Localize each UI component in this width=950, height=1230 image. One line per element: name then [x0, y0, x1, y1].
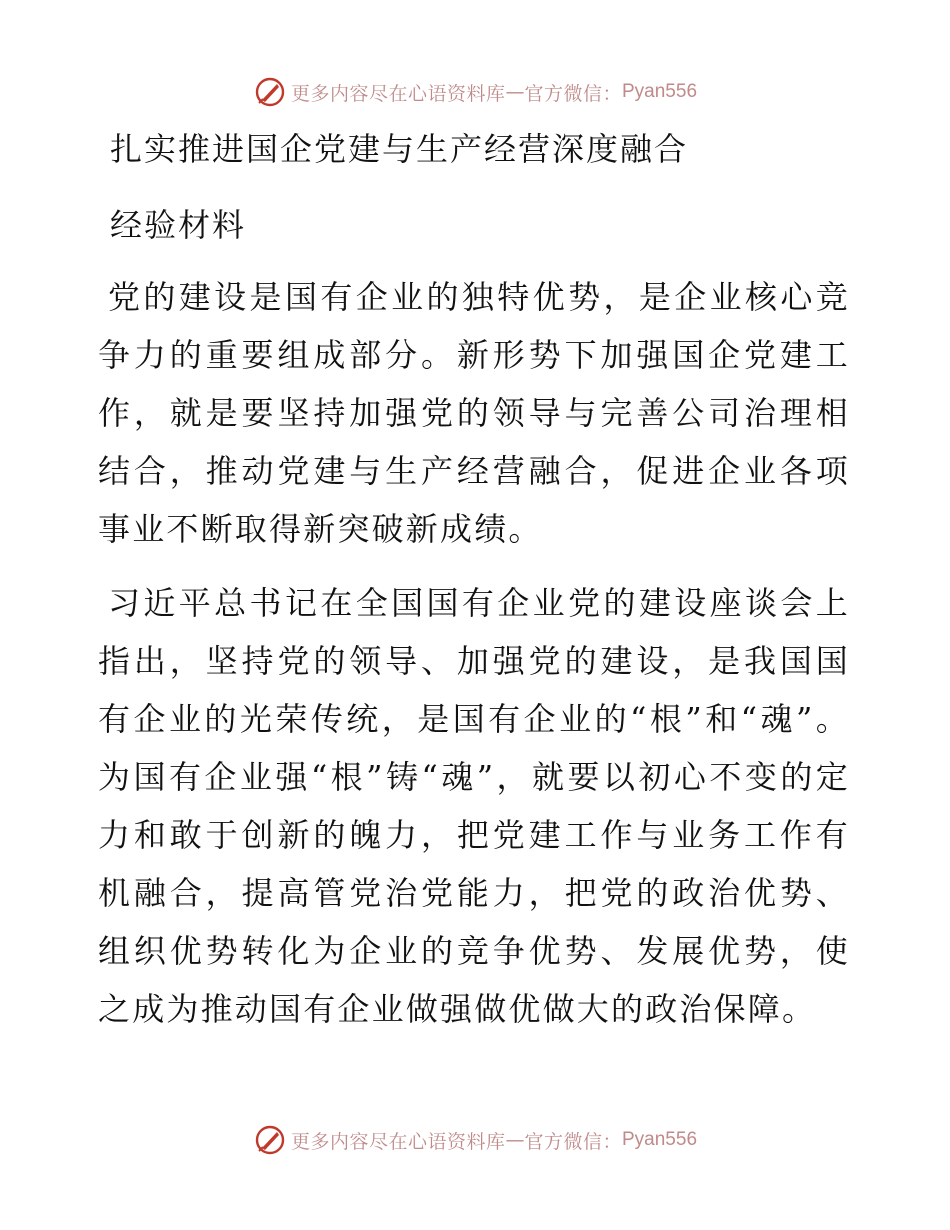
footer-watermark [0, 1120, 950, 1160]
watermark-brand: Pyan556 [622, 1129, 698, 1150]
watermark-main-text: 更多内容尽在心语资料库 [290, 82, 506, 105]
paragraph-2: 习近平总书记在全国国有企业党的建设座谈会上指出，坚持党的领导、加强党的建设，是我国国有企业的光荣传统，是国有企业的“根”和“魂”。为国有企业强“根”铸“魂”，就要以初心不变的定力和敢于创新的魄力，把党建工作与业务工作有机融合，提高管党治党能力，把党的政治优势、组织优势转化为企业的竞争优势、发展优势，使之成为推动国有企业做强做优做大的政治保障。 [98, 584, 850, 1028]
watermark-channel-label: 官方微信： [524, 82, 622, 105]
document-subtitle: 经验材料 [110, 206, 247, 244]
watermark-main-text: 更多内容尽在心语资料库 [290, 1130, 506, 1153]
header-watermark [0, 72, 950, 112]
paragraph-1: 党的建设是国有企业的独特优势，是企业核心竞争力的重要组成部分。新形势下加强国企党建工作，就是要坚持加强党的领导与完善公司治理相结合，推动党建与生产经营融合，促进企业各项事业不断取得新突破新成绩。 [98, 278, 850, 548]
watermark-separator: — [505, 81, 525, 103]
watermark-brand: Pyan556 [622, 81, 698, 102]
watermark-channel-label: 官方微信： [524, 1130, 622, 1153]
watermark-separator: — [505, 1129, 525, 1151]
quill-logo-icon [253, 1123, 287, 1157]
document-title: 扎实推进国企党建与生产经营深度融合 [110, 130, 689, 168]
quill-logo-icon [253, 75, 287, 109]
